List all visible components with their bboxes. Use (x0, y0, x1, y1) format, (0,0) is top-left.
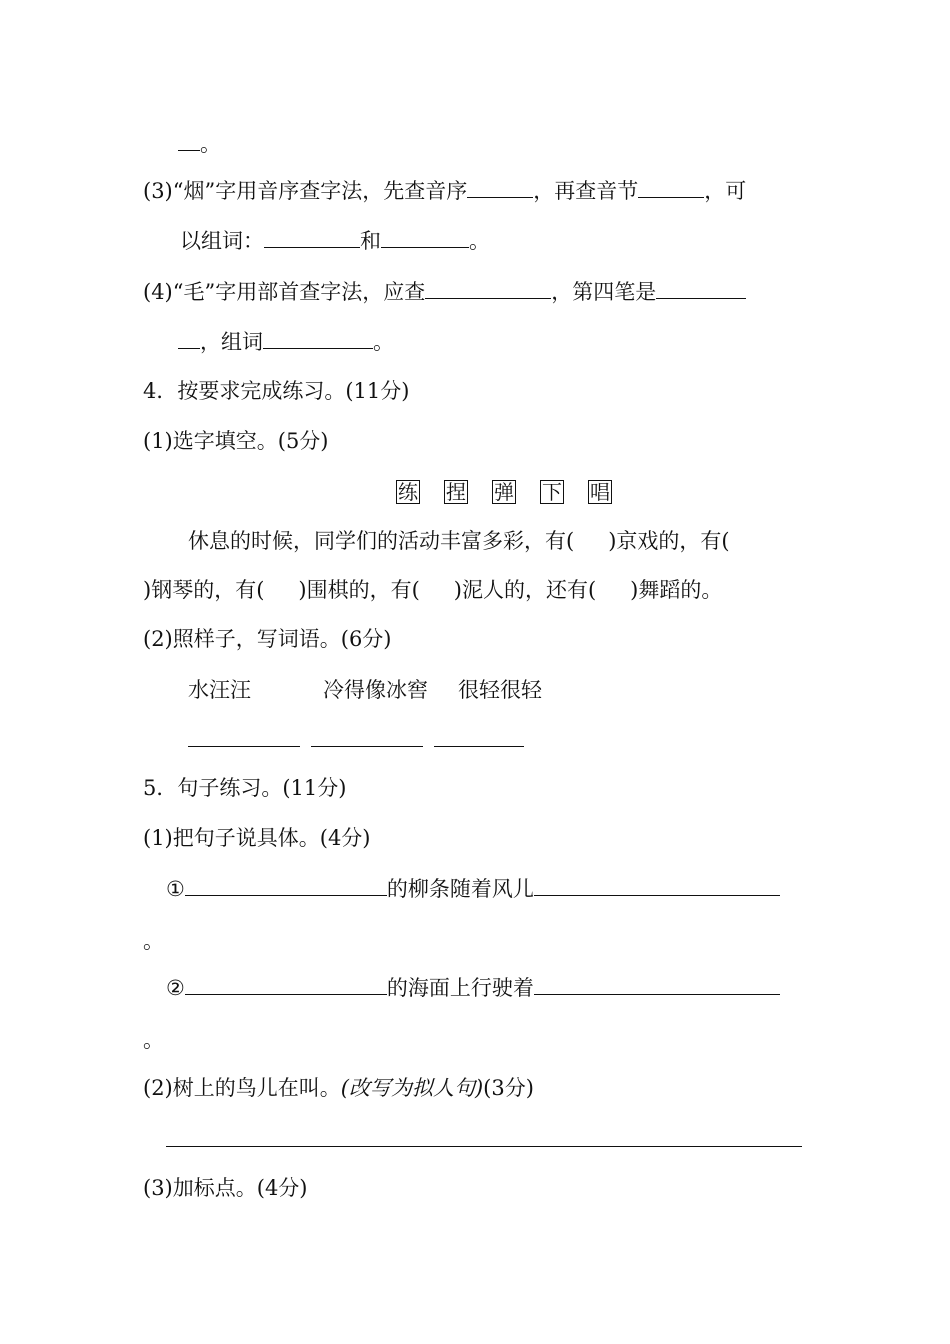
circled-number: ① (166, 877, 185, 901)
answer-blank[interactable] (185, 875, 387, 896)
fill-text: 休息的时候，同学们的活动丰富多彩，有( (188, 529, 575, 553)
answer-blank[interactable] (178, 130, 200, 151)
answer-blank[interactable] (311, 746, 423, 747)
answer-blank[interactable] (638, 177, 704, 198)
circled-number: ② (166, 976, 185, 1000)
fill-text: )围棋的，有( (298, 578, 420, 602)
section-5-title: 5．句子练习。(11分) (143, 776, 347, 800)
question-3-text: (3)“烟”字用音序查字法，先查音序 (143, 179, 468, 203)
fill-text: )泥人的，还有( (453, 578, 597, 602)
fill-line-1 (188, 527, 730, 555)
choice-char: 下 (542, 480, 562, 504)
character-choices (396, 478, 636, 506)
fill-text: )舞蹈的。 (630, 578, 723, 602)
instruction-text: (改写为拟人句) (340, 1076, 484, 1100)
answer-blank[interactable] (534, 974, 780, 995)
section-4-part-1: (1)选字填空。(5分) (143, 429, 329, 453)
question-4-text: ，第四笔是 (551, 280, 657, 304)
answer-line[interactable] (166, 1146, 802, 1147)
fill-line-2 (143, 576, 722, 604)
sentence-text: 的柳条随着风儿 (386, 877, 534, 901)
answer-blank[interactable] (467, 177, 533, 198)
section-5-part-1: (1)把句子说具体。(4分) (143, 826, 371, 850)
answer-blank[interactable] (425, 278, 551, 299)
answer-blank[interactable] (263, 328, 373, 349)
section-4-title: 4．按要求完成练习。(11分) (143, 379, 410, 403)
example-word-2: 冷得像冰窖 (323, 678, 428, 702)
example-word-3: 很轻很轻 (458, 678, 542, 702)
prompt-text: (2)树上的鸟儿在叫。 (143, 1076, 341, 1100)
sentence-text: 的海面上行驶着 (386, 976, 534, 1000)
question-3-text: 以组词： (180, 229, 264, 253)
answer-blank[interactable] (381, 227, 469, 248)
answer-blank[interactable] (434, 746, 524, 747)
choice-char: 练 (398, 480, 418, 504)
answer-blank[interactable] (188, 746, 300, 747)
question-3-text: ，可 (704, 179, 747, 203)
question-4-line-1 (143, 278, 746, 306)
question-4-text: (4)“毛”字用部首查字法，应查 (143, 280, 426, 304)
choice-char: 唱 (590, 480, 610, 504)
fill-text: )钢琴的，有( (143, 578, 265, 602)
section-5-part-3: (3)加标点。(4分) (143, 1176, 308, 1200)
question-3-text: 和 (360, 229, 381, 253)
answer-blank[interactable] (185, 974, 387, 995)
period: 。 (200, 132, 221, 156)
choice-char: 弹 (494, 480, 514, 504)
question-4-text: 。 (373, 330, 394, 354)
answer-blank[interactable] (534, 875, 780, 896)
sentence-2-end: 。 (143, 1028, 164, 1052)
answer-blank[interactable] (656, 278, 746, 299)
sentence-1-end: 。 (143, 929, 164, 953)
question-4-text: ，组词 (200, 330, 263, 354)
sentence-1 (166, 875, 780, 903)
fill-text: )京戏的，有( (608, 529, 730, 553)
answer-blank[interactable] (264, 227, 360, 248)
section-5-part-2 (143, 1074, 534, 1102)
section-4-part-2: (2)照样子，写词语。(6分) (143, 627, 392, 651)
choice-char: 捏 (446, 480, 466, 504)
question-3-text: 。 (469, 229, 490, 253)
question-3-line-1 (143, 177, 746, 205)
question-3-text: ，再查音节 (533, 179, 639, 203)
continuation-line (178, 130, 221, 158)
example-word-1: 水汪汪 (188, 678, 251, 702)
answer-blank[interactable] (178, 328, 200, 349)
sentence-2 (166, 974, 780, 1002)
question-3-line-2 (180, 227, 490, 255)
points-text: (3分) (483, 1076, 534, 1100)
question-4-line-2 (178, 328, 394, 356)
